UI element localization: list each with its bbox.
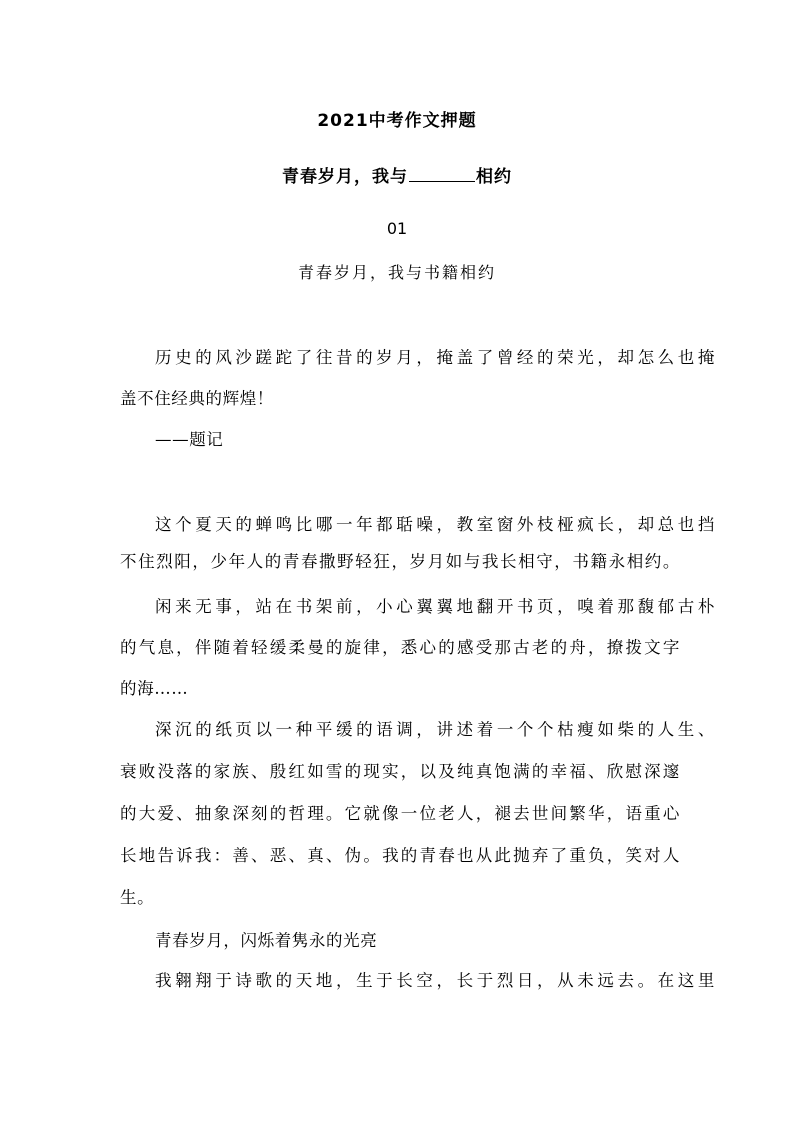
prompt-blank [409,167,475,182]
prompt-text-before: 青春岁月，我与 [282,167,408,187]
paragraph-line: 生。 [120,888,155,907]
paragraph-line: 的大爱、抽象深刻的哲理。它就像一位老人，褪去世间繁华，语重心 [120,804,680,823]
epigraph-attribution: ——题记 [155,430,224,449]
paragraph-line: 不住烈阳，少年人的青春撒野轻狂，岁月如与我长相守，书籍永相约。 [120,552,680,571]
section-number: 01 [386,219,408,238]
paragraph-line: 深沉的纸页以一种平缓的语调，讲述着一个个枯瘦如柴的人生、 [155,720,715,739]
paragraph-line: 衰败没落的家族、殷红如雪的现实，以及纯真饱满的幸福、欣慰深邃 [120,762,680,781]
paragraph-line: 长地告诉我：善、恶、真、伪。我的青春也从此抛弃了重负，笑对人 [120,846,680,865]
paragraph-line: 我翱翔于诗歌的天地，生于长空，长于烈日，从未远去。在这里 [155,971,715,990]
epigraph-line: 历史的风沙蹉跎了往昔的岁月，掩盖了曾经的荣光，却怎么也掩 [155,348,715,367]
paragraph-line: 的气息，伴随着轻缓柔曼的旋律，悉心的感受那古老的舟，撩拨文字 [120,638,680,657]
prompt-text-after: 相约 [476,167,512,187]
section-title: 青春岁月，我与书籍相约 [297,263,496,282]
subheading-line: 青春岁月，闪烁着隽永的光亮 [155,931,378,950]
paragraph-line: 的海…… [120,679,189,698]
paragraph-line: 闲来无事，站在书架前，小心翼翼地翻开书页，嗅着那馥郁古朴 [155,597,715,616]
epigraph-line: 盖不住经典的辉煌！ [120,389,274,408]
document-title: 2021中考作文押题 [317,111,477,131]
essay-prompt [0,162,794,187]
paragraph-line: 这个夏天的蝉鸣比哪一年都聒噪，教室窗外枝桠疯长，却总也挡 [155,515,715,534]
